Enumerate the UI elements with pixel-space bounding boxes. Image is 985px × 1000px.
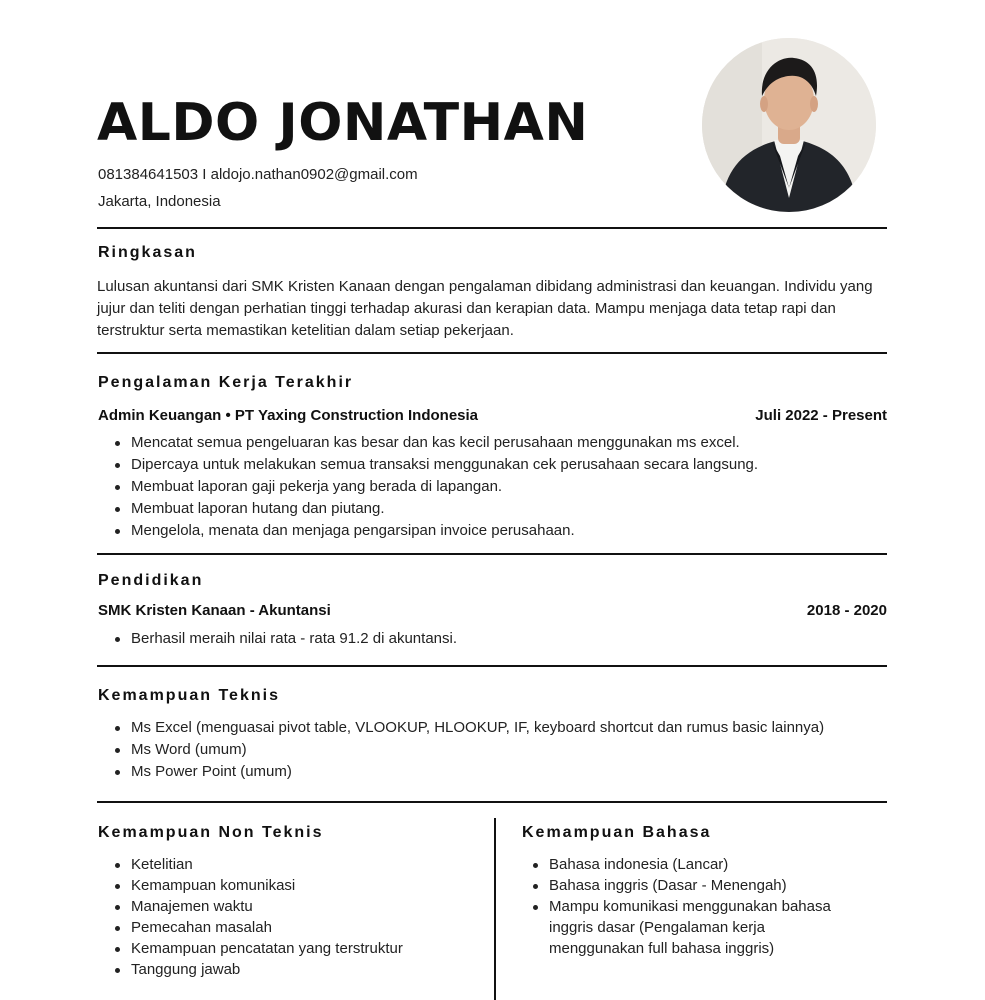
job-role: Admin Keuangan • PT Yaxing Construction Indonesia — [98, 407, 479, 424]
list-item: Ms Excel (menguasai pivot table, VLOOKUP, HLOOKUP, IF, keyboard shortcut dan rumus basic lainnya) — [98, 717, 887, 739]
list-item: Pemecahan masalah — [98, 917, 478, 938]
technical-skills-title: Kemampuan Teknis — [98, 687, 280, 704]
education-title: Pendidikan — [98, 572, 204, 589]
contact-info: 081384641503 I aldojo.nathan0902@gmail.com — [98, 166, 418, 183]
list-item: Membuat laporan gaji pekerja yang berada di lapangan. — [98, 476, 887, 498]
divider — [97, 665, 887, 667]
divider — [97, 801, 887, 803]
profile-photo — [702, 38, 876, 212]
education-list — [98, 628, 887, 650]
languages-title: Kemampuan Bahasa — [522, 824, 712, 841]
soft-skills-title: Kemampuan Non Teknis — [98, 824, 324, 841]
experience-list — [98, 432, 887, 542]
list-item: Bahasa indonesia (Lancar) — [516, 854, 856, 875]
column-divider — [494, 818, 496, 1000]
list-item: Dipercaya untuk melakukan semua transaksi menggunakan cek perusahaan secara langsung. — [98, 454, 887, 476]
profile-photo-illustration — [702, 38, 876, 212]
soft-skills-list — [98, 854, 478, 980]
languages-list — [516, 854, 856, 959]
list-item: Kemampuan pencatatan yang terstruktur — [98, 938, 478, 959]
list-item: Ms Word (umum) — [98, 739, 887, 761]
job-period: Juli 2022 - Present — [755, 407, 887, 424]
divider — [97, 352, 887, 354]
education-period: 2018 - 2020 — [806, 602, 887, 619]
list-item: Mencatat semua pengeluaran kas besar dan kas kecil perusahaan menggunakan ms excel. — [98, 432, 887, 454]
list-item: Ketelitian — [98, 854, 478, 875]
summary-title: Ringkasan — [98, 244, 197, 261]
divider — [97, 227, 887, 229]
candidate-name: ALDO JONATHAN — [97, 93, 589, 153]
list-item: Tanggung jawab — [98, 959, 478, 980]
technical-skills-list — [98, 717, 887, 783]
list-item: Ms Power Point (umum) — [98, 761, 887, 783]
school-name: SMK Kristen Kanaan - Akuntansi — [98, 602, 331, 619]
list-item: Mampu komunikasi menggunakan bahasa inggris dasar (Pengalaman kerja menggunakan full bahasa inggris) — [516, 896, 856, 959]
list-item: Kemampuan komunikasi — [98, 875, 478, 896]
experience-header — [98, 406, 887, 426]
list-item: Membuat laporan hutang dan piutang. — [98, 498, 887, 520]
list-item: Manajemen waktu — [98, 896, 478, 917]
list-item: Mengelola, menata dan menjaga pengarsipan invoice perusahaan. — [98, 520, 887, 542]
education-header — [98, 601, 887, 621]
location: Jakarta, Indonesia — [98, 193, 221, 210]
list-item: Bahasa inggris (Dasar - Menengah) — [516, 875, 856, 896]
experience-title: Pengalaman Kerja Terakhir — [98, 374, 354, 391]
divider — [97, 553, 887, 555]
summary-text: Lulusan akuntansi dari SMK Kristen Kanaan dengan pengalaman dibidang administrasi dan keuangan. Individu yang jujur dan teliti dengan perhatian tinggi terhadap akurasi dan kerapian data. Mampu menjaga data tetap rapi dan terstruktur serta memastikan ketelitian dalam setiap pekerjaan. — [97, 278, 873, 339]
list-item: Berhasil meraih nilai rata - rata 91.2 di akuntansi. — [98, 628, 887, 650]
